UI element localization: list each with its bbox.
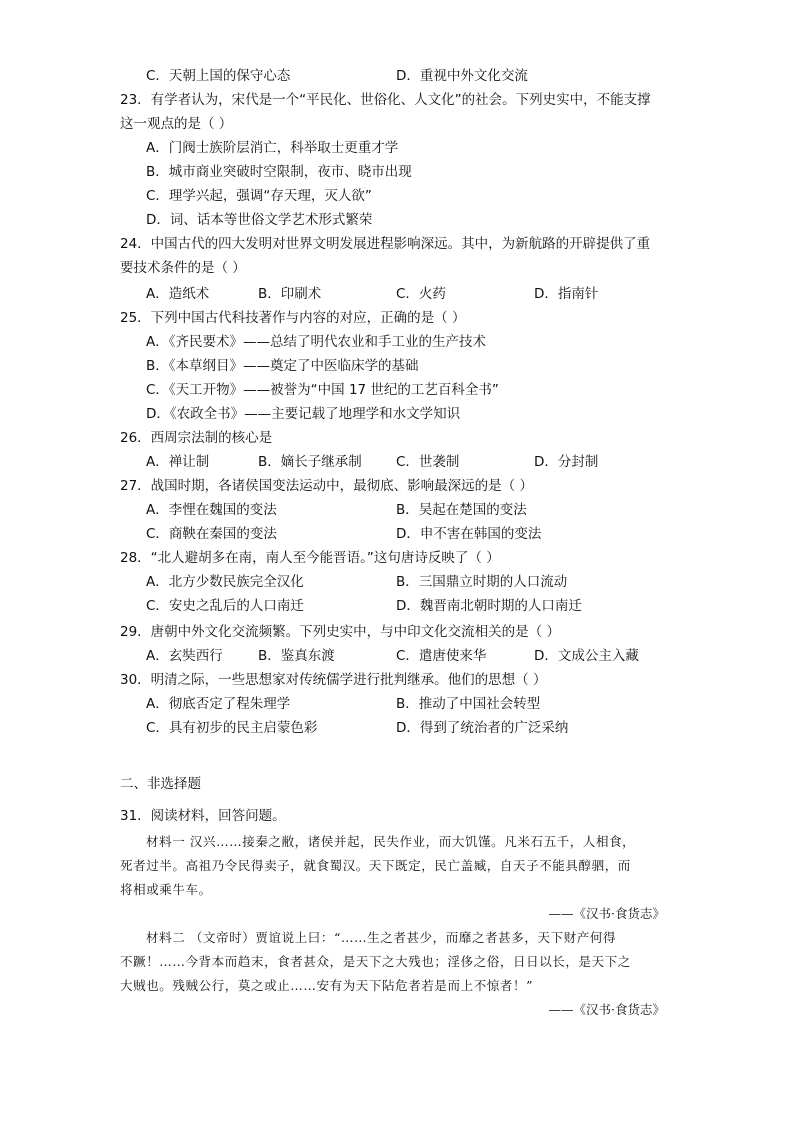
material2-line1: 材料二 （文帝时）贾谊说上曰：“……生之者甚少，而靡之者甚多，天下财产何得 xyxy=(146,930,617,945)
material1-line1: 材料一 汉兴……接秦之敝，诸侯并起，民失作业，而大饥馑。凡米石五千，人相食， xyxy=(146,834,636,849)
q26-option-d: D．分封制 xyxy=(534,454,599,470)
q26-option-c: C．世袭制 xyxy=(396,454,460,470)
section-title: 二、非选择题 xyxy=(120,776,201,792)
q30-stem: 30．明清之际，一些思想家对传统儒学进行批判继承。他们的思想（ ） xyxy=(120,672,547,688)
q30-option-d: D．得到了统治者的广泛采纳 xyxy=(396,720,569,736)
q29-option-d: D．文成公主入藏 xyxy=(534,648,639,664)
q27-option-d: D．申不害在韩国的变法 xyxy=(396,526,542,542)
q24-option-c: C．火药 xyxy=(396,286,446,302)
q31-stem: 31．阅读材料，回答问题。 xyxy=(120,808,286,824)
q30-option-a: A．彻底否定了程朱理学 xyxy=(146,696,291,712)
q25-option-a: A．《齐民要术》——总结了明代农业和手工业的生产技术 xyxy=(146,334,486,350)
q27-option-a: A．李悝在魏国的变法 xyxy=(146,502,277,518)
q24-stem-line1: 24．中国古代的四大发明对世界文明发展进程影响深远。其中，为新航路的开辟提供了重 xyxy=(120,236,651,252)
q28-option-d: D．魏晋南北朝时期的人口南迁 xyxy=(396,598,582,614)
q26-option-a: A．禅让制 xyxy=(146,454,210,470)
q22-option-c: C．天朝上国的保守心态 xyxy=(146,68,291,84)
q24-option-a: A．造纸术 xyxy=(146,286,210,302)
q28-option-b: B．三国鼎立时期的人口流动 xyxy=(396,574,568,590)
q22-option-d: D．重视中外文化交流 xyxy=(396,68,528,84)
q30-option-c: C．具有初步的民主启蒙色彩 xyxy=(146,720,318,736)
q28-option-a: A．北方少数民族完全汉化 xyxy=(146,574,304,590)
material2-line2: 不蹶！……今背本而趋末，食者甚众，是天下之大残也；淫侈之俗，日日以长，是天下之 xyxy=(120,954,631,969)
q24-stem-line2: 要技术条件的是（ ） xyxy=(120,260,246,276)
material1-line2: 死者过半。高祖乃令民得卖子，就食蜀汉。天下既定，民亡盖臧，自天子不能具醇驷，而 xyxy=(120,858,631,873)
q23-stem-line1: 23．有学者认为，宋代是一个“平民化、世俗化、人文化”的社会。下列史实中，不能支撑 xyxy=(120,92,651,108)
q25-option-b: B．《本草纲目》——奠定了中医临床学的基础 xyxy=(146,358,419,374)
q30-option-b: B．推动了中国社会转型 xyxy=(396,696,541,712)
q27-option-c: C．商鞅在秦国的变法 xyxy=(146,526,277,542)
q24-option-d: D．指南针 xyxy=(534,286,599,302)
q28-option-c: C．安史之乱后的人口南迁 xyxy=(146,598,304,614)
q28-stem: 28．“北人避胡多在南，南人至今能晋语。”这句唐诗反映了（ ） xyxy=(120,550,500,566)
q29-option-a: A．玄奘西行 xyxy=(146,648,223,664)
q29-stem: 29．唐朝中外文化交流频繁。下列史实中，与中印文化交流相关的是（ ） xyxy=(120,624,560,640)
q25-option-c: C．《天工开物》——被誉为“中国 17 世纪的工艺百科全书” xyxy=(146,382,499,398)
q25-option-d: D．《农政全书》——主要记载了地理学和水文学知识 xyxy=(146,406,461,422)
q23-option-c: C．理学兴起，强调“存天理，灭人欲” xyxy=(146,188,372,204)
q23-option-b: B．城市商业突破时空限制，夜市、晓市出现 xyxy=(146,164,412,180)
q24-option-b: B．印刷术 xyxy=(258,286,322,302)
q27-option-b: B．吴起在楚国的变法 xyxy=(396,502,527,518)
material2-source: ——《汉书·食货志》 xyxy=(548,1002,665,1017)
q26-option-b: B．嫡长子继承制 xyxy=(258,454,362,470)
material2-line3: 大贼也。残贼公行，莫之或止……安有为天下阽危者若是而上不惊者！” xyxy=(120,978,534,993)
q23-stem-line2: 这一观点的是（ ） xyxy=(120,116,233,132)
q26-stem: 26．西周宗法制的核心是 xyxy=(120,430,273,446)
material1-source: ——《汉书·食货志》 xyxy=(548,906,665,921)
q29-option-b: B．鉴真东渡 xyxy=(258,648,335,664)
q27-stem: 27．战国时期，各诸侯国变法运动中，最彻底、影响最深远的是（ ） xyxy=(120,478,533,494)
q25-stem: 25．下列中国古代科技著作与内容的对应，正确的是（ ） xyxy=(120,310,466,326)
q29-option-c: C．遣唐使来华 xyxy=(396,648,487,664)
q23-option-d: D．词、话本等世俗文学艺术形式繁荣 xyxy=(146,212,373,228)
q23-option-a: A．门阀士族阶层消亡，科举取士更重才学 xyxy=(146,140,399,156)
material1-line3: 将相或乘牛车。 xyxy=(120,882,212,897)
